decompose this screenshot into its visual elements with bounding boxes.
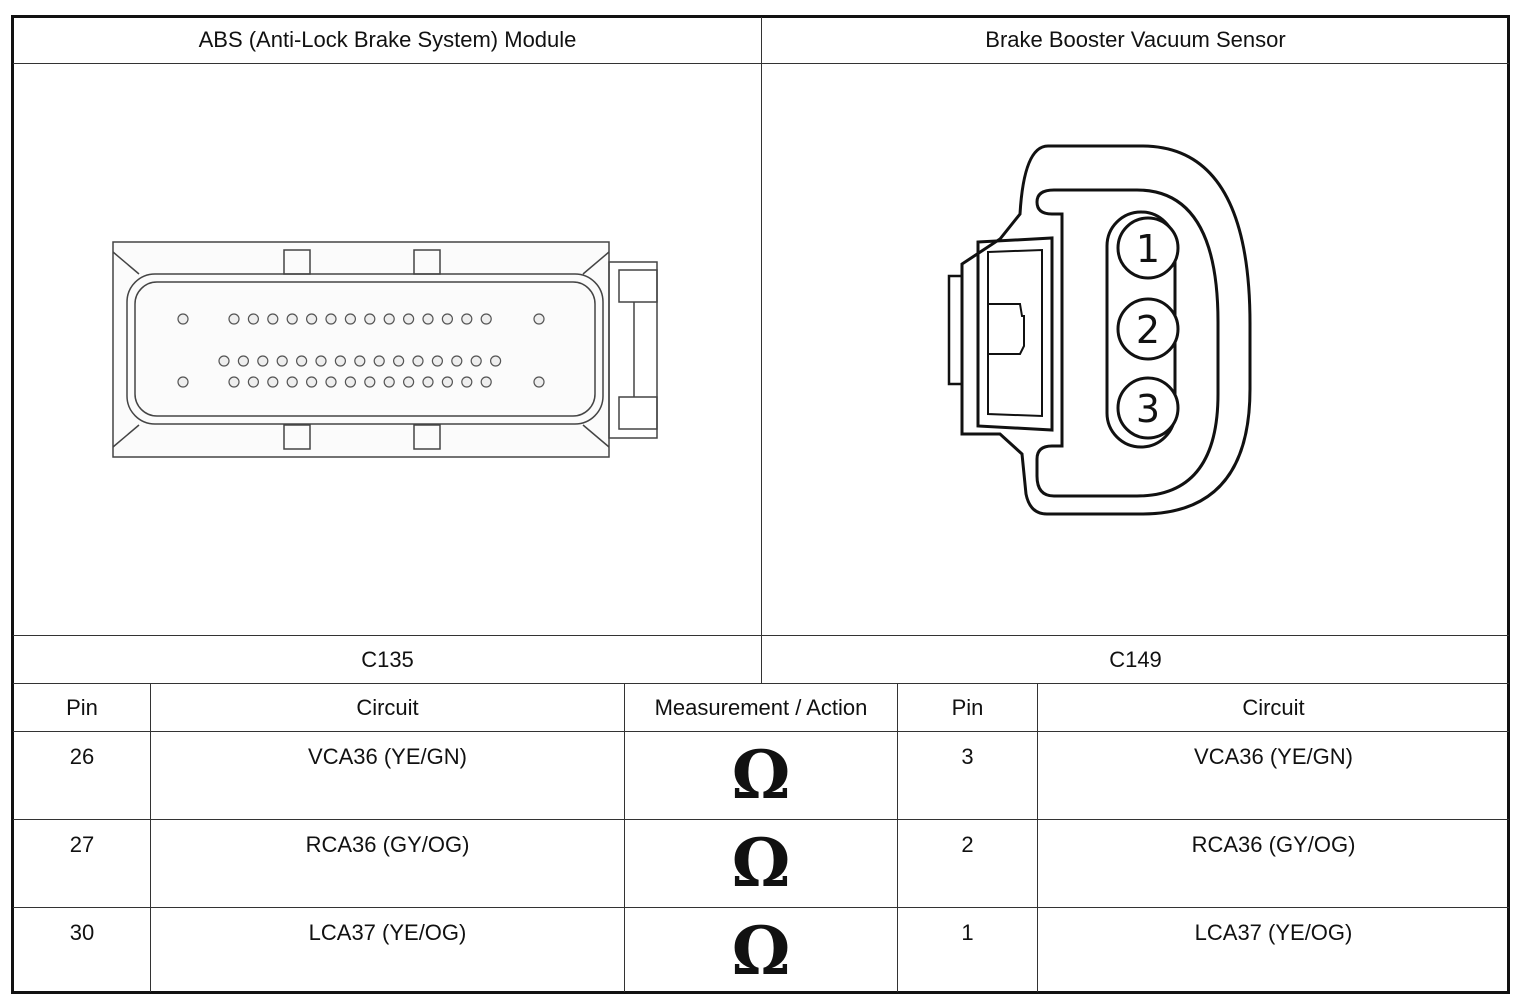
circuit-cell: LCA37 (YE/OG) [1194,920,1353,945]
vacuum-sensor-connector-drawing [762,64,1509,635]
pin-cavity [268,314,278,324]
pin-label: 1 [1135,227,1161,271]
pin-cavity [452,356,462,366]
pin-cavity [258,356,268,366]
pin-cavity [384,377,394,387]
pin-cell: 3 [961,744,974,769]
pin-cavity [268,377,278,387]
pin-cavity [471,356,481,366]
pin-cell: 27 [69,832,95,857]
pin-cavity [432,356,442,366]
pin-cell: 30 [69,920,95,945]
divider [13,731,1509,732]
pin-cavity [335,356,345,366]
pin-cavity [423,314,433,324]
pin-cavity [413,356,423,366]
pin-cavity [442,377,452,387]
pin-cavity [481,314,491,324]
ohm-icon: Ω [731,824,791,902]
pin-cell: 1 [961,920,974,945]
pin-cavity [316,356,326,366]
column-header-pin: Pin [66,695,98,720]
pin-cavity [481,377,491,387]
pin-cell: 26 [69,744,95,769]
circuit-cell: RCA36 (GY/OG) [305,832,470,857]
column-header-circuit: Circuit [356,695,419,720]
pin-cavity [178,377,188,387]
pin-cavity [491,356,501,366]
pin-cavity [345,377,355,387]
column-header-circuit: Circuit [1242,695,1305,720]
pin-cavity-2 [1118,299,1178,359]
pin-cavity [277,356,287,366]
pin-cavity [219,356,229,366]
abs-module-connector-drawing [14,64,761,635]
pin-cavity [238,356,248,366]
pin-cell: 2 [961,832,974,857]
ohm-icon: Ω [731,736,791,814]
pin-cavity [229,377,239,387]
pin-cavity [326,377,336,387]
pin-cavity [307,377,317,387]
circuit-cell: VCA36 (YE/GN) [308,744,467,769]
pin-cavity [326,314,336,324]
pin-cavity [229,314,239,324]
pin-cavity [307,314,317,324]
pin-cavity [394,356,404,366]
pin-cavity [404,377,414,387]
pin-cavity [287,314,297,324]
connector-code-c149: C149 [1109,647,1162,672]
pin-cavity [297,356,307,366]
pin-cavity [462,314,472,324]
column-header-pin: Pin [951,695,984,720]
connector-title-vacuum-sensor: Brake Booster Vacuum Sensor [985,27,1286,52]
connector-title-abs: ABS (Anti-Lock Brake System) Module [198,27,577,52]
pin-cavity [287,377,297,387]
pin-cavity [534,377,544,387]
circuit-cell: RCA36 (GY/OG) [1191,832,1356,857]
divider [13,907,1509,908]
pin-cavity [423,377,433,387]
pin-cavity [365,314,375,324]
pin-label: 3 [1135,387,1161,431]
pin-cavity [365,377,375,387]
pin-label: 2 [1135,308,1161,352]
circuit-cell: VCA36 (YE/GN) [1194,744,1353,769]
pin-cavity [248,377,258,387]
pin-cavity [384,314,394,324]
pin-cavity-1 [1118,218,1178,278]
pin-cavity-3 [1118,378,1178,438]
pin-cavity [178,314,188,324]
divider [13,819,1509,820]
pin-cavity [345,314,355,324]
pin-cavity [534,314,544,324]
circuit-cell: LCA37 (YE/OG) [308,920,467,945]
pin-cavity [462,377,472,387]
pin-cavity [374,356,384,366]
pin-cavity [404,314,414,324]
connector-code-c135: C135 [361,647,414,672]
ohm-icon: Ω [731,912,791,990]
column-header-measurement: Measurement / Action [654,695,868,720]
pin-cavity [355,356,365,366]
pin-cavity [442,314,452,324]
pin-cavity [248,314,258,324]
